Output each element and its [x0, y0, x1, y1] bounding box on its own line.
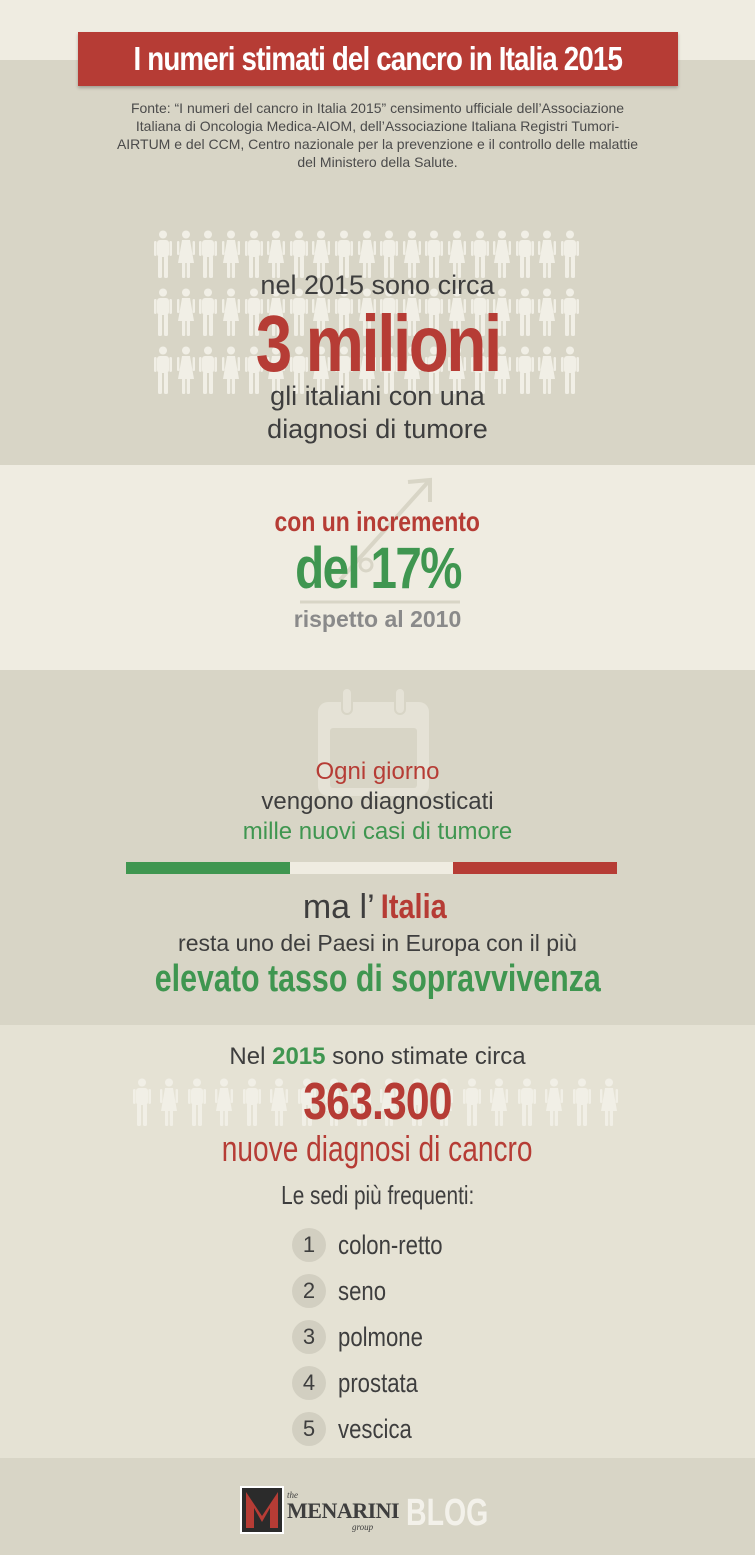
- daily-line2: vengono diagnosticati: [261, 788, 494, 815]
- prevalence-text: [0, 380, 755, 446]
- site-number: 3: [292, 1320, 326, 1354]
- sites-list: [292, 1222, 552, 1452]
- source-note: Fonte: “I numeri del cancro in Italia 2015” censimento ufficiale dell’Associazione Italiana di Oncologia Medica-AIOM, dell’Associazione Italiana Registri Tumori-AIRTUM e del CCM, Centro nazionale per la prevenzione e il controllo delle malattie del Ministero della Salute.: [116, 100, 639, 170]
- increment-line2: rispetto al 2010: [293, 606, 462, 632]
- site-label: polmone: [338, 1321, 423, 1352]
- survival-highlight: elevato tasso di sopravvivenza: [154, 958, 601, 1000]
- prevalence-line2: gli italiani con una: [270, 381, 485, 411]
- list-item: [292, 1314, 552, 1360]
- survival-intro: ma l’ Italia: [302, 888, 447, 926]
- italia-word: Italia: [380, 888, 447, 926]
- list-item: [292, 1406, 552, 1452]
- new-diagnoses-line1: Nel 2015 sono stimate circa: [229, 1043, 526, 1070]
- blog-label: BLOG: [406, 1492, 489, 1534]
- increment-line1: con un incremento: [274, 506, 481, 537]
- daily-line1: Ogni giorno: [315, 758, 440, 785]
- site-label: prostata: [338, 1367, 419, 1398]
- new-diagnoses-number: 363.300: [303, 1073, 452, 1131]
- sites-title: Le sedi più frequenti:: [280, 1180, 475, 1210]
- list-item: [292, 1268, 552, 1314]
- title-banner: [78, 32, 678, 86]
- site-number: 1: [292, 1228, 326, 1262]
- menarini-logo[interactable]: the MENARINI group BLOG: [240, 1486, 480, 1536]
- site-number: 4: [292, 1366, 326, 1400]
- prevalence-line1: nel 2015 sono circa: [260, 270, 495, 300]
- flag-red: [453, 862, 617, 874]
- increment-highlight: del 17%: [294, 536, 461, 601]
- site-label: colon-retto: [338, 1229, 443, 1260]
- flag-white: [290, 862, 454, 874]
- flag-green: [126, 862, 290, 874]
- site-number: 5: [292, 1412, 326, 1446]
- prevalence-highlight: 3 milioni: [255, 299, 500, 388]
- prevalence-line3: diagnosi di tumore: [267, 414, 488, 444]
- menarini-mark-icon: [240, 1486, 284, 1534]
- page-title: I numeri stimati del cancro in Italia 2015: [133, 40, 623, 77]
- list-item: [292, 1222, 552, 1268]
- daily-line3: mille nuovi casi di tumore: [242, 818, 513, 845]
- site-label: seno: [338, 1275, 387, 1306]
- new-diagnoses-line2: nuove diagnosi di cancro: [222, 1128, 533, 1169]
- survival-line: resta uno dei Paesi in Europa con il più: [178, 930, 577, 956]
- site-number: 2: [292, 1274, 326, 1308]
- site-label: vescica: [338, 1413, 412, 1444]
- italian-flag-bar: [126, 862, 617, 874]
- list-item: [292, 1360, 552, 1406]
